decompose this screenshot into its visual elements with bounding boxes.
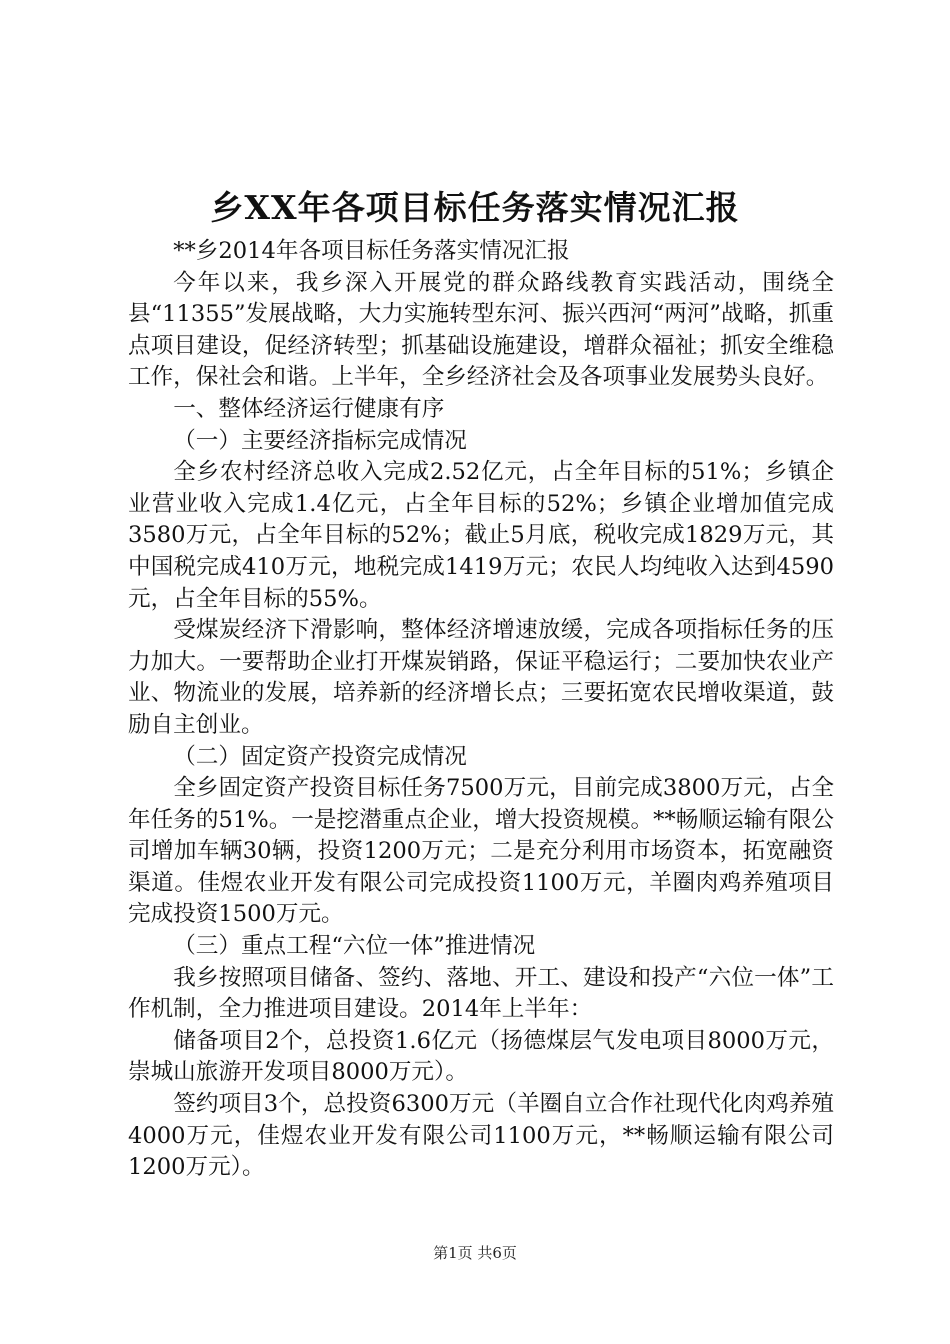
section-heading-1: 一、整体经济运行健康有序: [173, 395, 445, 422]
subsection-heading-3: （三）重点工程“六位一体”推进情况: [173, 933, 536, 960]
paragraph-economic-indicators: 全乡农村经济总收入完成2.52亿元，占全年目标的51%；乡镇企业营业收入完成1.4亿元，占全年目标的52%；乡镇企业增加值完成3580万元，占全年目标的52%；截止5月底，税收完成1829万元，其中国税完成410万元，地税完成1419万元；农民人均纯收入达到4590元，占全年目标的55%。: [128, 459, 834, 612]
paragraph-intro: 今年以来，我乡深入开展党的群众路线教育实践活动，围绕全县“11355”发展战略，大力实施转型东河、振兴西河“两河”战略，抓重点项目建设，促经济转型；抓基础设施建设，增群众福祉；抓安全维稳工作，保社会和谐。上半年，全乡经济社会及各项事业发展势头良好。: [128, 269, 834, 391]
paragraph-reserve-projects: 储备项目2个，总投资1.6亿元（扬德煤层气发电项目8000万元，崇城山旅游开发项目8000万元）。: [128, 1027, 834, 1086]
paragraph-fixed-assets: 全乡固定资产投资目标任务7500万元，目前完成3800万元，占全年任务的51%。一是挖潜重点企业，增大投资规模。**畅顺运输有限公司增加车辆30辆，投资1200万元；二是充分利用市场资本，拓宽融资渠道。佳煜农业开发有限公司完成投资1100万元，羊圈肉鸡养殖项目完成投资1500万元。: [128, 775, 834, 928]
paragraph-six-in-one: 我乡按照项目储备、签约、落地、开工、建设和投产“六位一体”工作机制，全力推进项目建设。2014年上半年：: [128, 964, 834, 1023]
paragraph-signed-projects: 签约项目3个，总投资6300万元（羊圈自立合作社现代化肉鸡养殖4000万元，佳煜农业开发有限公司1100万元，**畅顺运输有限公司1200万元）。: [128, 1091, 834, 1181]
document-title: 乡XX年各项目标任务落实情况汇报: [210, 188, 740, 227]
paragraph-subtitle: **乡2014年各项目标任务落实情况汇报: [173, 238, 570, 264]
subsection-heading-2: （二）固定资产投资完成情况: [173, 743, 467, 770]
document-body: [128, 236, 834, 1184]
page-number-footer: 第1页 共6页: [433, 1244, 517, 1262]
subsection-heading-1: （一）主要经济指标完成情况: [173, 427, 467, 454]
paragraph-coal-impact: 受煤炭经济下滑影响，整体经济增速放缓，完成各项指标任务的压力加大。一要帮助企业打开煤炭销路，保证平稳运行；二要加快农业产业、物流业的发展，培养新的经济增长点；三要拓宽农民增收渠道，鼓励自主创业。: [128, 617, 834, 738]
